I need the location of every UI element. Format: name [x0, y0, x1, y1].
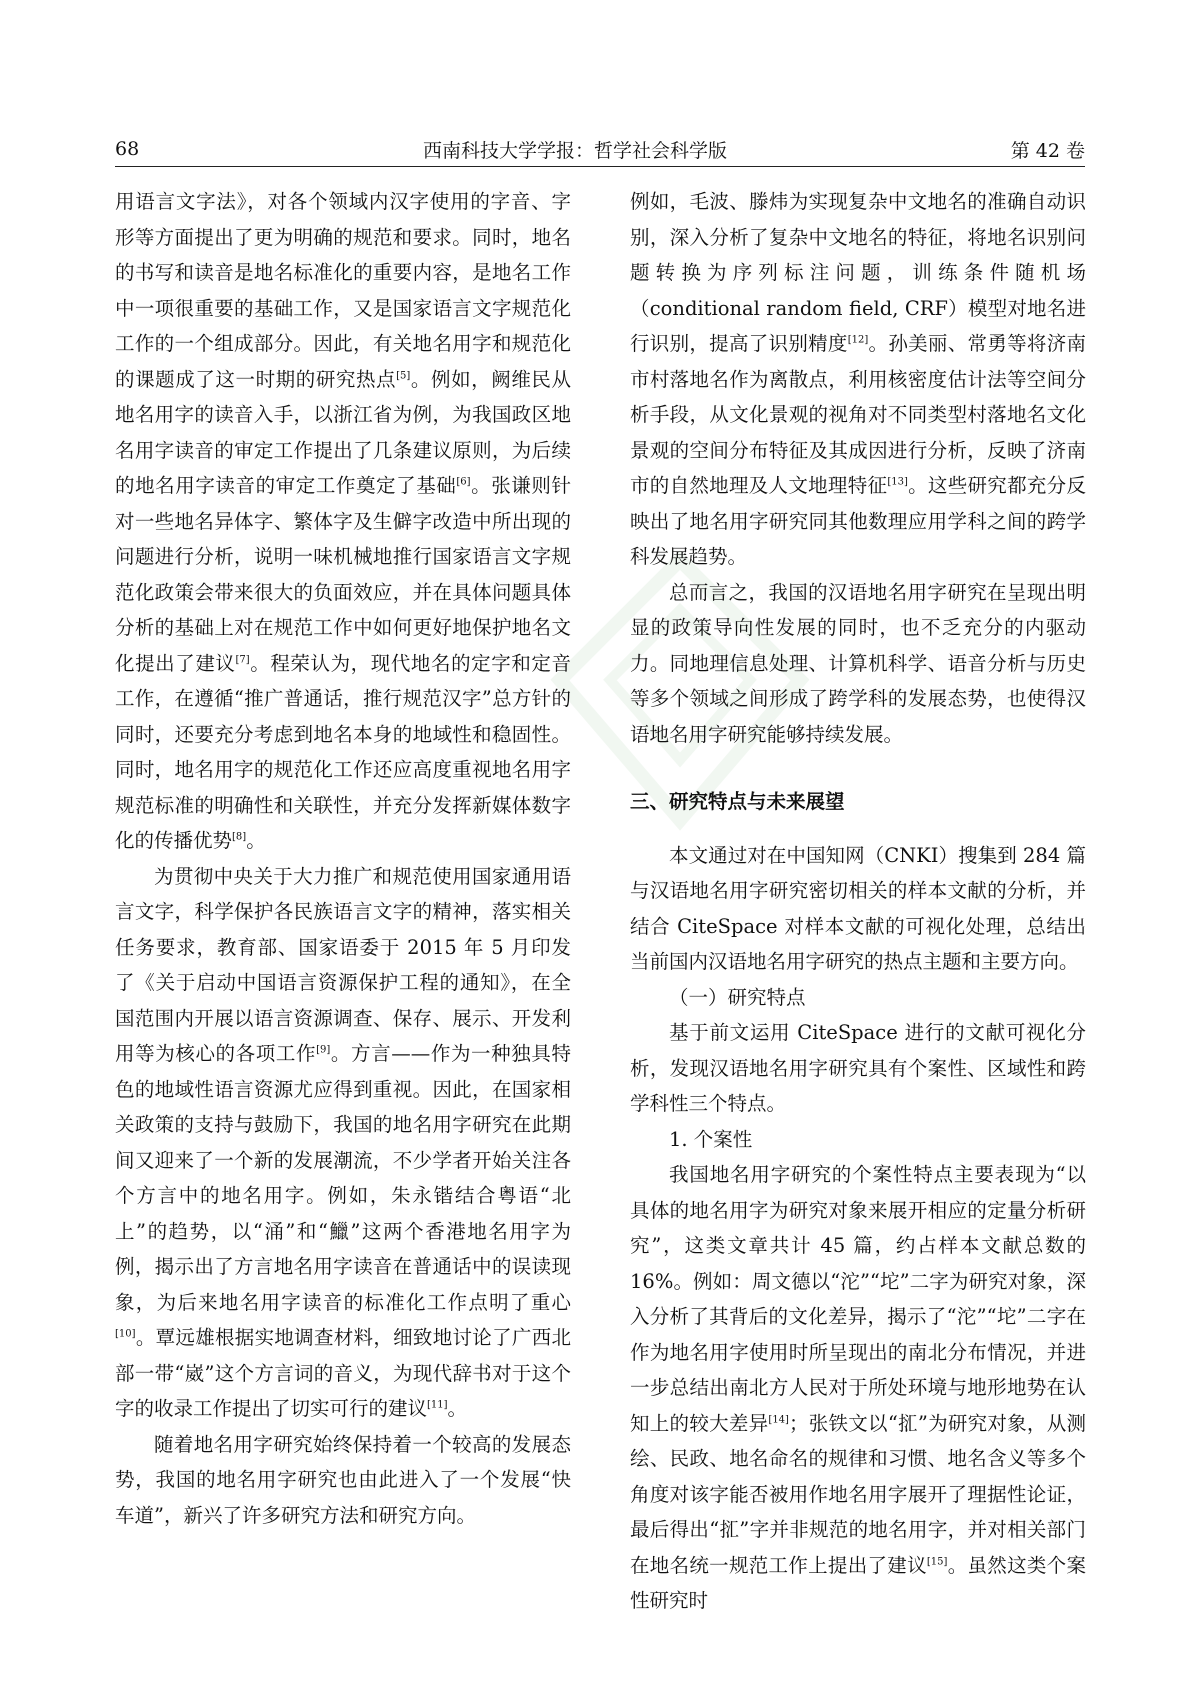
subsubsection-heading: 1. 个案性 [669, 1127, 753, 1151]
volume-label: 第 42 卷 [1010, 139, 1085, 162]
paragraph: 为贯彻中央关于大力推广和规范使用国家通用语言文字，科学保护各民族语言文字的精神，落实相关任务要求，教育部、国家语委于 2015 年 5 月印发了《关于启动中国语言资源保护工程的通知》，在全国范围内开展以语言资源调查、保存、展示、开发利用等为核心的各项工作[9]。方言——作为一种独具特色的地域性语言资源尤应得到重视。因此，在国家相关政策的支持与鼓励下，我国的地名用字研究在此期间又迎来了一个新的发展潮流，不少学者开始关注各个方言中的地名用字。例如，朱永锴结合粤语“北上”的趋势，以“涌”和“鱲”这两个香港地名用字为例，揭示出了方言地名用字读音在普通话中的误读现象，为后来地名用字读音的标准化工作点明了重心[10]。覃远雄根据实地调查材料，细致地讨论了广西北部一带“崴”这个方言词的音义，为现代辞书对于这个字的收录工作提出了切实可行的建议[11]。 [115, 864, 571, 1420]
header-divider [115, 166, 1085, 167]
citation-ref: [13] [887, 476, 908, 488]
citation-ref: [8] [232, 831, 247, 843]
citation-ref: [9] [316, 1044, 331, 1056]
subsection-heading: （一）研究特点 [669, 985, 806, 1009]
left-column [115, 184, 571, 1533]
journal-title: 西南科技大学学报：哲学社会科学版 [422, 139, 727, 162]
paragraph: 总而言之，我国的汉语地名用字研究在呈现出明显的政策导向性发展的同时，也不乏充分的内驱动力。同地理信息处理、计算机科学、语音分析与历史等多个领域之间形成了跨学科的发展态势，也使得汉语地名用字研究能够持续发展。 [630, 580, 1086, 746]
paragraph: 基于前文运用 CiteSpace 进行的文献可视化分析，发现汉语地名用字研究具有个案性、区域性和跨学科性三个特点。 [630, 1021, 1086, 1115]
page-number: 68 [115, 138, 140, 160]
paragraph: 用语言文字法》，对各个领域内汉字使用的字音、字形等方面提出了更为明确的规范和要求。同时，地名的书写和读音是地名标准化的重要内容，是地名工作中一项很重要的基础工作，又是国家语言文字规范化工作的一个组成部分。因此，有关地名用字和规范化的课题成了这一时期的研究热点[5]。例如，阙维民从地名用字的读音入手，以浙江省为例，为我国政区地名用字读音的审定工作提出了几条建议原则，为后续的地名用字读音的审定工作奠定了基础[6]。张谦则针对一些地名异体字、繁体字及生僻字改造中所出现的问题进行分析，说明一味机械地推行国家语言文字规范化政策会带来很大的负面效应，并在具体问题具体分析的基础上对在规范工作中如何更好地保护地名文化提出了建议[7]。程荣认为，现代地名的定字和定音工作，在遵循“推广普通话，推行规范汉字”总方针的同时，还要充分考虑到地名本身的地域性和稳固性。同时，地名用字的规范化工作还应高度重视地名用字规范标准的明确性和关联性，并充分发挥新媒体数字化的传播优势[8]。 [115, 190, 571, 852]
citation-ref: [7] [235, 654, 250, 665]
citation-ref: [6] [456, 476, 471, 488]
paragraph: 我国地名用字研究的个案性特点主要表现为“以具体的地名用字为研究对象来展开相应的定量分析研究”，这类文章共计 45 篇，约占样本文献总数的 16%。例如：周文德以“沱”“坨”二字为研究对象，深入分析了其背后的文化差异，揭示了“沱”“坨”二字在作为地名用字使用时所呈现出的南北分布情况，并进一步总结出南北方人民对于所处环境与地形地势在认知上的较大差异[14]；张铁文以“㧟”为研究对象，从测绘、民政、地名命名的规律和习惯、地名含义等多个角度对该字能否被用作地名用字展开了理据性论证，最后得出“㧟”字并非规范的地名用字，并对相关部门在地名统一规范工作上提出了建议[15]。虽然这类个案性研究时 [630, 1163, 1086, 1612]
citation-ref: [11] [427, 1399, 448, 1411]
citation-ref: [12] [847, 334, 869, 346]
right-column [630, 184, 1086, 1619]
citation-ref: [14] [768, 1414, 789, 1425]
citation-ref: [15] [926, 1556, 948, 1567]
citation-ref: [10] [115, 1328, 136, 1340]
running-header [115, 134, 1085, 164]
paragraph: 本文通过对在中国知网（CNKI）搜集到 284 篇与汉语地名用字研究密切相关的样本文献的分析，并结合 CiteSpace 对样本文献的可视化处理，总结出当前国内汉语地名用字研究的热点主题和主要方向。 [630, 843, 1086, 973]
paragraph: 例如，毛波、滕炜为实现复杂中文地名的准确自动识别，深入分析了复杂中文地名的特征，将地名识别问题转换为序列标注问题，训练条件随机场（conditional random field, CRF）模型对地名进行识别，提高了识别精度[12]。孙美丽、常勇等将济南市村落地名作为离散点，利用核密度估计法等空间分析手段，从文化景观的视角对不同类型村落地名文化景观的空间分布特征及其成因进行分析，反映了济南市的自然地理及人文地理特征[13]。这些研究都充分反映出了地名用字研究同其他数理应用学科之间的跨学科发展趋势。 [630, 190, 1086, 568]
citation-ref: [5] [396, 370, 411, 381]
section-heading: 三、研究特点与未来展望 [630, 790, 845, 813]
paragraph: 随着地名用字研究始终保持着一个较高的发展态势，我国的地名用字研究也由此进入了一个发展“快车道”，新兴了许多研究方法和研究方向。 [115, 1432, 571, 1527]
